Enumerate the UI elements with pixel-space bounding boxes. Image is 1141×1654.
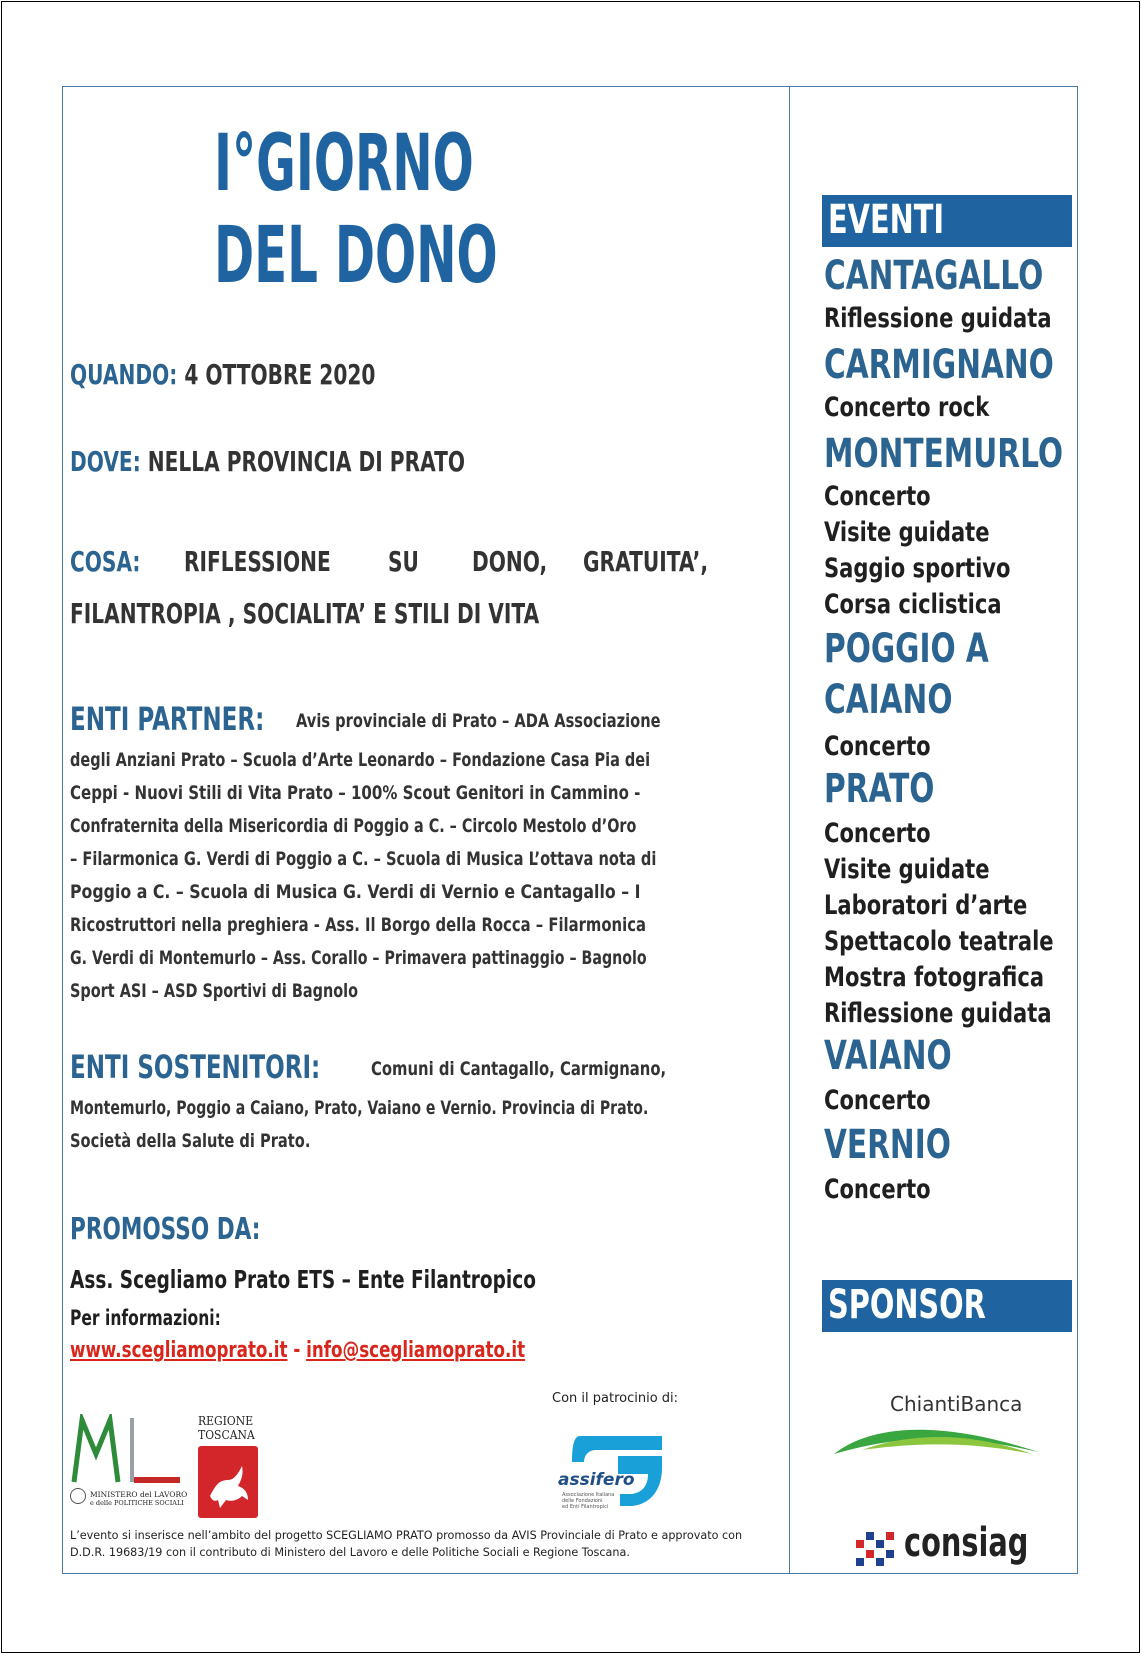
- town-vernio: VERNIO: [824, 1122, 951, 1168]
- activity-montemurlo-1: Concerto: [824, 481, 931, 512]
- regione-line-1: REGIONE: [198, 1414, 254, 1428]
- activity-montemurlo-2: Visite guidate: [824, 517, 990, 548]
- quando-value: 4 OTTOBRE 2020: [184, 358, 376, 391]
- cosa-word-1: RIFLESSIONE: [184, 545, 331, 578]
- regione-toscana-logo: [198, 1414, 260, 1518]
- activity-montemurlo-3: Saggio sportivo: [824, 553, 1011, 584]
- activity-carmignano-1: Concerto rock: [824, 392, 990, 423]
- emblem-icon: [70, 1488, 86, 1504]
- consiag-logo: [852, 1520, 1042, 1576]
- cosa-word-3: DONO,: [472, 545, 548, 578]
- chiantibanca-hills-icon: [832, 1420, 1042, 1458]
- cosa-word-4: GRATUITA’,: [583, 545, 708, 578]
- patrocinio-label: Con il patrocinio di:: [552, 1391, 679, 1406]
- partner-line-2: Ceppi - Nuovi Stili di Vita Prato – 100% Scout Genitori in Cammino -: [70, 782, 641, 804]
- info-label: Per informazioni:: [70, 1306, 221, 1330]
- footnote-line-2: D.D.R. 19683/19 con il contributo di Ministero del Lavoro e delle Politiche Sociali e Regione Toscana.: [70, 1546, 630, 1559]
- town-vaiano: VAIANO: [824, 1033, 952, 1079]
- pegasus-shield-icon: [198, 1446, 258, 1518]
- town-carmignano: CARMIGNANO: [824, 342, 1054, 388]
- assifero-name: assifero: [558, 1470, 635, 1490]
- cosa-label: COSA:: [70, 545, 141, 578]
- sponsor-band: [822, 1280, 1072, 1332]
- activity-prato-1: Concerto: [824, 818, 931, 849]
- partner-line-0: Avis provinciale di Prato – ADA Associazione: [296, 710, 661, 732]
- dove-value: NELLA PROVINCIA DI PRATO: [147, 445, 466, 478]
- promosso-org: Ass. Scegliamo Prato ETS – Ente Filantropico: [70, 1265, 536, 1294]
- chiantibanca-logo: [832, 1384, 1052, 1458]
- title-line-2: DEL DONO: [214, 211, 498, 301]
- quando-row: [70, 358, 375, 391]
- enti-partner-label: ENTI PARTNER:: [70, 700, 265, 738]
- town-poggio-line-1: POGGIO A: [824, 626, 989, 672]
- ministero-ml-icon: [70, 1414, 186, 1486]
- town-prato: PRATO: [824, 766, 935, 812]
- partner-line-1: degli Anziani Prato – Scuola d’Arte Leonardo – Fondazione Casa Pia dei: [70, 749, 651, 771]
- partner-line-6: Ricostruttori nella preghiera - Ass. Il Borgo della Rocca – Filarmonica: [70, 914, 646, 936]
- quando-label: QUANDO:: [70, 358, 178, 391]
- promosso-label: PROMOSSO DA:: [70, 1212, 261, 1247]
- sostenitori-line-1: Montemurlo, Poggio a Caiano, Prato, Vaiano e Vernio. Provincia di Prato.: [70, 1097, 649, 1119]
- eventi-band: [822, 195, 1072, 247]
- footnote: [70, 1527, 742, 1561]
- link-separator: -: [287, 1338, 307, 1363]
- activity-prato-3: Laboratori d’arte: [824, 890, 1028, 921]
- town-montemurlo: MONTEMURLO: [824, 431, 1064, 477]
- consiag-name: consiag: [904, 1520, 1029, 1566]
- ministero-logo: [70, 1414, 186, 1514]
- consiag-mark-icon: [852, 1524, 902, 1574]
- website-link[interactable]: www.scegliamoprato.it: [70, 1338, 288, 1363]
- partner-line-4: – Filarmonica G. Verdi di Poggio a C. – Scuola di Musica L’ottava nota di: [70, 848, 657, 870]
- assifero-sub-3: ed Enti Filantropici: [562, 1504, 609, 1510]
- assifero-logo: [558, 1430, 662, 1520]
- partner-line-8: Sport ASI – ASD Sportivi di Bagnolo: [70, 980, 359, 1002]
- activity-vaiano-1: Concerto: [824, 1085, 931, 1116]
- town-poggio-line-2: CAIANO: [824, 677, 953, 723]
- cosa-word-2: SU: [388, 545, 419, 578]
- activity-montemurlo-4: Corsa ciclistica: [824, 589, 1002, 620]
- activity-cantagallo-1: Riflessione guidata: [824, 303, 1052, 334]
- activity-prato-4: Spettacolo teatrale: [824, 926, 1054, 957]
- contact-links: [70, 1338, 525, 1363]
- partner-line-7: G. Verdi di Montemurlo – Ass. Corallo – Primavera pattinaggio – Bagnolo: [70, 947, 647, 969]
- activity-prato-5: Mostra fotografica: [824, 962, 1045, 993]
- sostenitori-line-2: Società della Salute di Prato.: [70, 1130, 311, 1152]
- sostenitori-line-0: Comuni di Cantagallo, Carmignano,: [371, 1058, 667, 1080]
- assifero-sub-1: Associazione Italiana: [562, 1492, 615, 1498]
- assifero-sub-2: delle Fondazioni: [562, 1498, 603, 1504]
- title-line-1: I°GIORNO: [214, 119, 474, 209]
- partner-line-5: Poggio a C. – Scuola di Musica G. Verdi di Vernio e Cantagallo – I: [70, 881, 641, 903]
- activity-prato-2: Visite guidate: [824, 854, 990, 885]
- activity-vernio-1: Concerto: [824, 1174, 931, 1205]
- eventi-label: EVENTI: [828, 197, 945, 243]
- sponsor-label: SPONSOR: [828, 1282, 986, 1328]
- activity-poggio-1: Concerto: [824, 731, 931, 762]
- ministero-line-1: MINISTERO del LAVORO: [90, 1490, 188, 1499]
- town-cantagallo: CANTAGALLO: [824, 253, 1044, 299]
- activity-prato-6: Riflessione guidata: [824, 998, 1052, 1029]
- dove-row: [70, 445, 465, 478]
- dove-label: DOVE:: [70, 445, 141, 478]
- footnote-line-1: L’evento si inserisce nell’ambito del progetto SCEGLIAMO PRATO promosso da AVIS Provinciale di Prato e approvato con: [70, 1529, 743, 1542]
- cosa-line-2: FILANTROPIA , SOCIALITA’ E STILI DI VITA: [70, 597, 540, 630]
- chiantibanca-name: ChiantiBanca: [890, 1392, 1023, 1416]
- ministero-line-2: e delle POLITICHE SOCIALI: [90, 1499, 184, 1507]
- email-link[interactable]: info@scegliamoprato.it: [306, 1338, 526, 1363]
- page-title: [214, 118, 498, 302]
- enti-sostenitori-label: ENTI SOSTENITORI:: [70, 1048, 321, 1086]
- partner-line-3: Confraternita della Misericordia di Poggio a C. – Circolo Mestolo d’Oro: [70, 815, 637, 837]
- regione-line-2: TOSCANA: [198, 1428, 255, 1442]
